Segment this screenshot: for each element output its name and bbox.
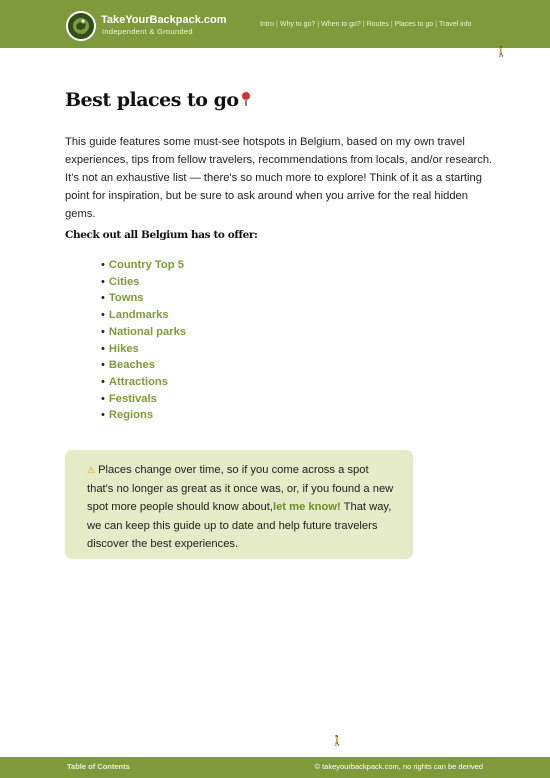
list-item [101,357,186,374]
list-item [101,307,186,324]
nav-routes[interactable]: Routes [366,21,389,28]
callout-text-after: That way, we can keep this guide up to date and help future travelers discover the best experiences. [87,501,392,550]
let-me-know-link[interactable]: let me know! [272,501,341,513]
link-attractions[interactable]: Attractions [108,375,168,388]
intro-paragraph: This guide features some must-see hotspots in Belgium, based on my own travel experiences, tips from fellow travelers, recommendations from locals, and/or research. It's not an exhaustive list — there's so much more to explore! Think of it as a starting point for inspiration, but be sure to ask around when you arrive for the real hidden gems. [65,136,493,220]
link-regions[interactable]: Regions [108,409,154,422]
list-item [101,341,186,358]
brand-tagline: Independent & Grounded [102,27,193,36]
top-navigation: Intro | Why to go? | When to go? | Routes | Places to go | Travel info [260,21,472,28]
nav-intro[interactable]: Intro [260,21,275,28]
link-cities[interactable]: Cities [108,275,140,288]
list-item [101,391,186,408]
copyright-notice: © takeyourbackpack.com, no rights can be derived [314,762,483,771]
places-list [101,257,186,424]
hiker-icon: 🚶 [495,47,508,58]
hiker-icon: 🚶 [331,736,344,747]
link-hikes[interactable]: Hikes [108,342,139,355]
list-item [101,324,186,341]
feedback-callout [65,450,413,559]
nav-travel-info[interactable]: Travel info [439,21,472,28]
page-title: Best places to go [65,89,250,111]
warning-icon: ⚠ [87,465,96,475]
link-towns[interactable]: Towns [108,292,144,305]
link-landmarks[interactable]: Landmarks [108,309,169,322]
nav-places-to-go[interactable]: Places to go [394,21,434,28]
places-subheading: Check out all Belgium has to offer: [65,229,258,241]
link-country-top-5[interactable]: Country Top 5 [108,259,184,271]
callout-text [87,461,397,554]
link-festivals[interactable]: Festivals [108,392,157,405]
nav-when-to-go[interactable]: When to go? [321,21,361,28]
page-footer [0,757,550,778]
page-header [0,0,550,48]
link-beaches[interactable]: Beaches [108,359,155,372]
list-item [101,374,186,391]
globe-hiker-icon[interactable] [66,11,96,41]
list-item [101,257,186,274]
list-item [101,407,186,424]
link-national-parks[interactable]: National parks [108,325,187,338]
callout-text-before: Places change over time, so if you come across a spot that's no longer as great as it once was, or, if you found a new spot more people should know about, [87,464,394,513]
nav-why-to-go[interactable]: Why to go? [279,21,316,28]
list-item [101,290,186,307]
red-pin-icon [242,92,250,100]
brand-name[interactable]: TakeYourBackpack.com [101,14,227,26]
table-of-contents-link[interactable]: Table of Contents [67,762,130,771]
list-item [101,274,186,291]
